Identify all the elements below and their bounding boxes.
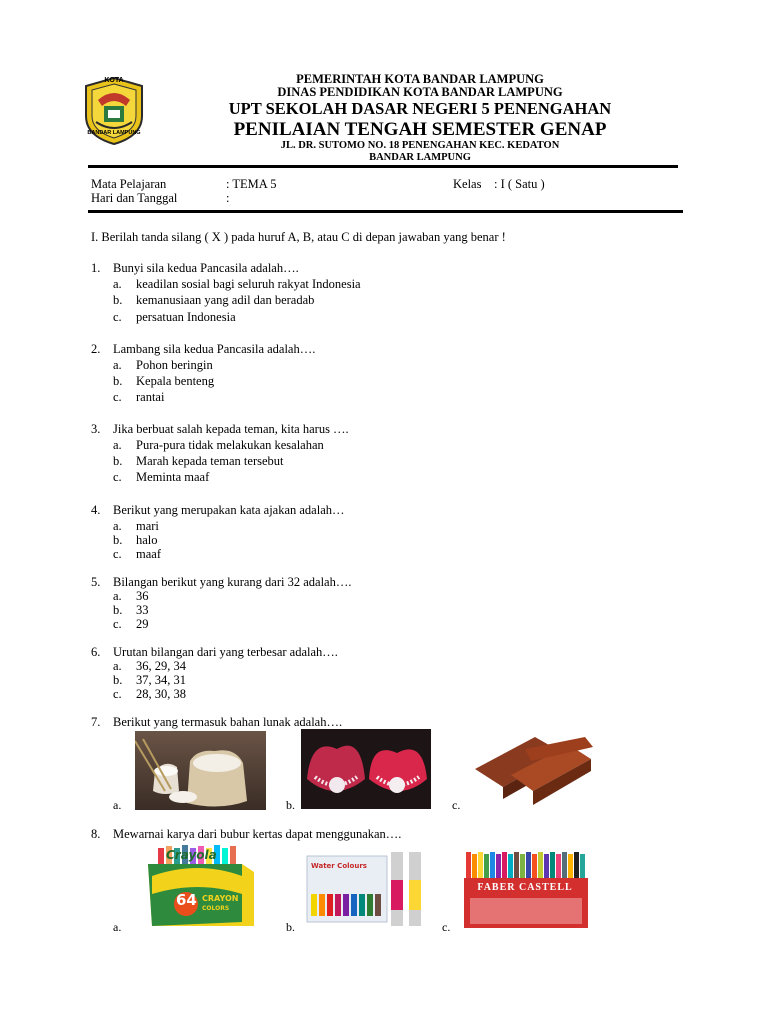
option-letter: b.: [113, 603, 123, 617]
header-address: JL. DR. SUTOMO NO. 18 PENENGAHAN KEC. KEDATON: [280, 140, 560, 151]
option-letter: c.: [113, 547, 122, 561]
option-letter: c.: [113, 617, 122, 631]
header-line-2: DINAS PENDIDIKAN KOTA BANDAR LAMPUNG: [277, 85, 563, 99]
question-text: Jika berbuat salah kepada teman, kita harus ….: [113, 422, 349, 436]
option-letter: a.: [113, 438, 122, 452]
option-text: mari: [136, 519, 159, 533]
option-letter: b.: [113, 533, 123, 547]
question-number: 2.: [91, 342, 101, 356]
question-number: 1.: [91, 261, 101, 275]
crayola-word-text: CRAYON: [202, 894, 239, 903]
watercolor-paints-image: [305, 850, 435, 928]
option-text: 36: [136, 589, 149, 603]
faber-brand-text: FABER CASTELL: [477, 882, 573, 893]
option-letter: a.: [113, 920, 122, 934]
question-text: Bunyi sila kedua Pancasila adalah….: [113, 261, 299, 275]
option-letter: b.: [113, 673, 123, 687]
instruction: I. Berilah tanda silang ( X ) pada huruf A, B, atau C di depan jawaban yang benar !: [91, 230, 506, 244]
option-text: 33: [136, 603, 149, 617]
header-divider: [88, 165, 678, 168]
option-letter: a.: [113, 519, 122, 533]
question-number: 7.: [91, 715, 101, 729]
option-letter: c.: [113, 687, 122, 701]
option-text: halo: [136, 533, 158, 547]
question-text: Lambang sila kedua Pancasila adalah….: [113, 342, 316, 356]
option-letter: b.: [113, 374, 123, 388]
option-letter: a.: [113, 589, 122, 603]
question-number: 6.: [91, 645, 101, 659]
subject-label: Mata Pelajaran: [91, 177, 167, 191]
question-number: 4.: [91, 503, 101, 517]
option-letter: c.: [442, 920, 451, 934]
option-letter: a.: [113, 358, 122, 372]
crayola-count-text: 64: [176, 891, 197, 909]
option-text: Kepala benteng: [136, 374, 215, 388]
question-text: Berikut yang merupakan kata ajakan adalah…: [113, 503, 345, 517]
subject-value: : TEMA 5: [226, 177, 277, 191]
wood-planks-image: [465, 729, 595, 809]
option-letter: b.: [286, 798, 295, 812]
question-number: 5.: [91, 575, 101, 589]
question-number: 8.: [91, 827, 101, 841]
header-school-name: UPT SEKOLAH DASAR NEGERI 5 PENENGAHAN: [228, 99, 612, 118]
date-value: :: [226, 191, 230, 205]
option-letter: b.: [113, 293, 123, 307]
beaded-baskets-image: [301, 729, 431, 809]
option-text: Meminta maaf: [136, 470, 210, 484]
header-line-1: PEMERINTAH KOTA BANDAR LAMPUNG: [296, 72, 544, 86]
option-text: 29: [136, 617, 149, 631]
option-text: maaf: [136, 547, 161, 561]
school-logo: [82, 76, 146, 146]
option-letter: c.: [452, 798, 461, 812]
crayola-brand-text: Crayola: [166, 848, 217, 862]
header-exam-title: PENILAIAN TENGAH SEMESTER GENAP: [233, 119, 607, 140]
logo-text-bottom: BANDAR LAMPUNG: [87, 130, 141, 136]
question-text: Mewarnai karya dari bubur kertas dapat menggunakan….: [113, 827, 402, 841]
option-text: 28, 30, 38: [136, 687, 186, 701]
logo-text-top: KOTA: [104, 77, 124, 84]
option-text: 37, 34, 31: [136, 673, 186, 687]
option-letter: c.: [113, 390, 122, 404]
option-letter: b.: [286, 920, 295, 934]
crayola-box-image: [142, 842, 260, 930]
colored-pencils-image: [460, 850, 590, 930]
option-letter: c.: [113, 310, 122, 324]
option-text: 36, 29, 34: [136, 659, 186, 673]
paint-brand-text: Water Colours: [311, 862, 367, 870]
flour-sack-image: [135, 731, 266, 810]
option-letter: a.: [113, 798, 122, 812]
header-city: BANDAR LAMPUNG: [369, 152, 471, 163]
option-letter: a.: [113, 277, 122, 291]
question-text: Bilangan berikut yang kurang dari 32 adalah….: [113, 575, 352, 589]
option-letter: c.: [113, 470, 122, 484]
option-text: persatuan Indonesia: [136, 310, 236, 324]
question-text: Urutan bilangan dari yang terbesar adalah….: [113, 645, 338, 659]
question-number: 3.: [91, 422, 101, 436]
option-letter: b.: [113, 454, 123, 468]
class-label: Kelas: [453, 177, 482, 191]
option-text: Pura-pura tidak melakukan kesalahan: [136, 438, 324, 452]
date-label: Hari dan Tanggal: [91, 191, 178, 205]
option-text: kemanusiaan yang adil dan beradab: [136, 293, 315, 307]
info-divider: [88, 210, 683, 213]
class-value: : I ( Satu ): [494, 177, 545, 191]
option-text: keadilan sosial bagi seluruh rakyat Indonesia: [136, 277, 361, 291]
option-letter: a.: [113, 659, 122, 673]
crayola-sub-text: COLORS: [202, 905, 230, 912]
option-text: rantai: [136, 390, 165, 404]
option-text: Pohon beringin: [136, 358, 213, 372]
question-text: Berikut yang termasuk bahan lunak adalah….: [113, 715, 343, 729]
option-text: Marah kepada teman tersebut: [136, 454, 284, 468]
